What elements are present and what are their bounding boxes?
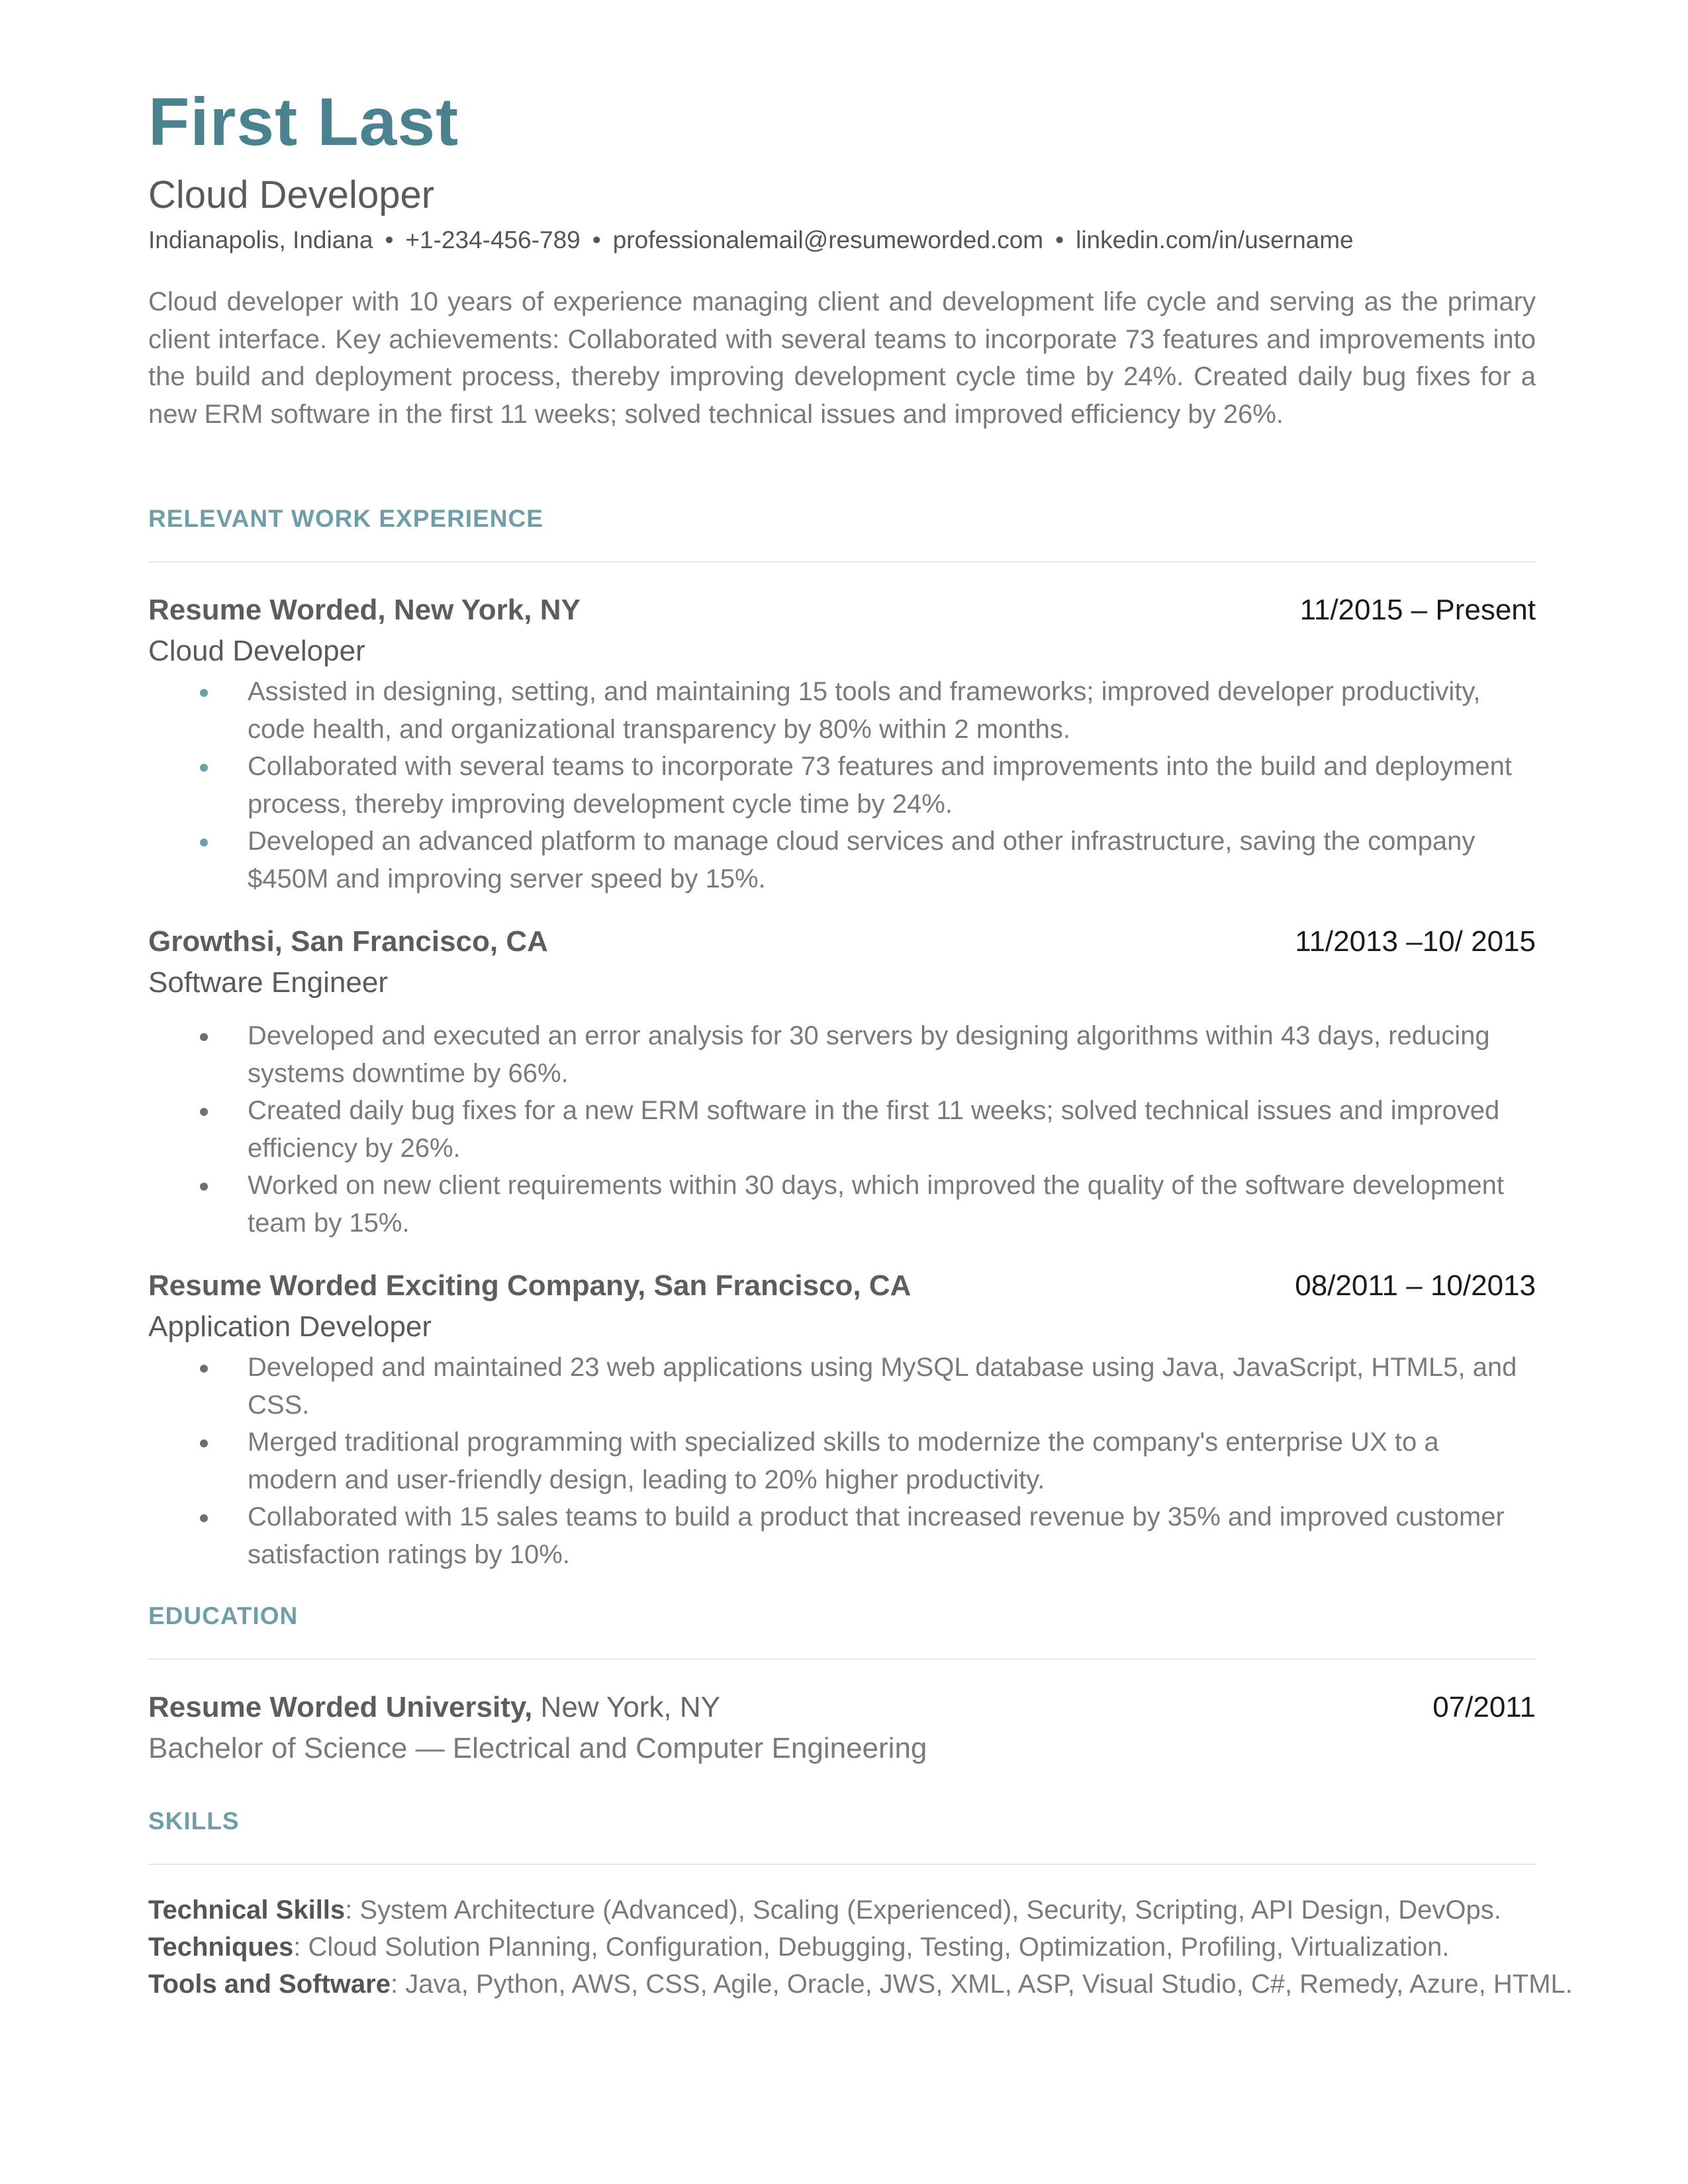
job-header	[148, 593, 1536, 628]
school-name: Resume Worded University,	[148, 1691, 533, 1723]
job-header	[148, 1269, 1536, 1304]
job-dates: 08/2011 – 10/2013	[1295, 1269, 1536, 1302]
candidate-role: Cloud Developer	[148, 173, 435, 216]
bullet-icon	[200, 1514, 208, 1522]
skills-value: : Java, Python, AWS, CSS, Agile, Oracle, JWS, XML, ASP, Visual Studio, C#, Remedy, Azure, HTML.	[390, 1970, 1573, 1999]
contact-location: Indianapolis, Indiana	[148, 226, 373, 253]
section-heading-skills: SKILLS	[148, 1807, 240, 1835]
contact-phone[interactable]: +1-234-456-789	[405, 226, 581, 253]
contact-line	[148, 225, 1354, 255]
education-school	[148, 1691, 720, 1723]
job-company: Resume Worded Exciting Company, San Francisco, CA	[148, 1269, 912, 1302]
job-title: Cloud Developer	[148, 635, 365, 667]
job-bullet-text: Assisted in designing, setting, and maintaining 15 tools and frameworks; improved developer productivity, code health, and organizational transparency by 80% within 2 months.	[248, 677, 1481, 744]
bullet-icon	[200, 764, 208, 772]
job-bullet	[148, 1424, 1536, 1498]
job-bullet	[148, 748, 1536, 823]
job-bullet	[148, 1498, 1536, 1573]
job-bullet-text: Collaborated with several teams to incorporate 73 features and improvements into the build and deployment process, thereby improving development cycle time by 24%.	[248, 752, 1512, 819]
job-bullet	[148, 1017, 1536, 1092]
job-company: Resume Worded, New York, NY	[148, 594, 581, 626]
education-header	[148, 1690, 1536, 1725]
education-degree: Bachelor of Science — Electrical and Computer Engineering	[148, 1732, 927, 1764]
contact-separator: •	[1055, 226, 1064, 253]
section-heading-experience: RELEVANT WORK EXPERIENCE	[148, 505, 543, 532]
summary-paragraph: Cloud developer with 10 years of experience managing client and development life cycle and serving as the primary client interface. Key achievements: Collaborated with several teams to incorporate 73 features and improvements into the build and deployment process, thereby improving development cycle time by 24%. Created daily bug fixes for a new ERM software in the first 11 weeks; solved technical issues and improved efficiency by 26%.	[148, 287, 1536, 429]
job-bullet-text: Developed an advanced platform to manage cloud services and other infrastructure, saving the company $450M and improving server speed by 15%.	[248, 827, 1476, 893]
contact-separator: •	[385, 226, 394, 253]
bullet-icon	[200, 1108, 208, 1116]
bullet-icon	[200, 839, 208, 846]
section-divider	[148, 1659, 1536, 1660]
bullet-icon	[200, 1439, 208, 1447]
job-bullet	[148, 673, 1536, 748]
bullet-icon	[200, 689, 208, 697]
job-bullet	[148, 1167, 1536, 1242]
bullet-icon	[200, 1365, 208, 1373]
job-dates: 11/2015 – Present	[1299, 594, 1536, 626]
job-bullet-list	[148, 1017, 1536, 1242]
skills-label: Techniques	[148, 1933, 294, 1962]
skills-row	[148, 1966, 1573, 2003]
job-bullet-text: Created daily bug fixes for a new ERM software in the first 11 weeks; solved technical issues and improved efficiency by 26%.	[248, 1096, 1500, 1163]
skills-label: Tools and Software	[148, 1970, 391, 1999]
bullet-icon	[200, 1033, 208, 1041]
job-bullet-text: Collaborated with 15 sales teams to build a product that increased revenue by 35% and improved customer satisfaction ratings by 10%.	[248, 1502, 1505, 1569]
job-header	[148, 925, 1536, 960]
job-title: Application Developer	[148, 1310, 432, 1343]
contact-linkedin[interactable]: linkedin.com/in/username	[1076, 226, 1354, 253]
skills-list	[148, 1891, 1573, 2003]
job-bullet-list	[148, 1349, 1536, 1573]
skills-value: : System Architecture (Advanced), Scaling (Experienced), Security, Scripting, API Design, DevOps.	[345, 1895, 1501, 1925]
job-bullet	[148, 1092, 1536, 1167]
job-title: Software Engineer	[148, 966, 388, 999]
candidate-name: First Last	[148, 84, 459, 159]
section-divider	[148, 561, 1536, 563]
job-company: Growthsi, San Francisco, CA	[148, 925, 548, 958]
bullet-icon	[200, 1183, 208, 1191]
job-dates: 11/2013 –10/ 2015	[1295, 925, 1536, 958]
job-bullet-text: Merged traditional programming with specialized skills to modernize the company's enterprise UX to a modern and user-friendly design, leading to 20% higher productivity.	[248, 1428, 1439, 1494]
skills-label: Technical Skills	[148, 1895, 346, 1925]
job-bullet	[148, 1349, 1536, 1424]
contact-email[interactable]: professionalemail@resumeworded.com	[612, 226, 1044, 253]
skills-row	[148, 1891, 1536, 1929]
skills-row	[148, 1929, 1536, 1966]
contact-separator: •	[592, 226, 601, 253]
job-bullet	[148, 823, 1536, 897]
job-bullet-list	[148, 673, 1536, 897]
section-divider	[148, 1864, 1536, 1865]
skills-value: : Cloud Solution Planning, Configuration, Debugging, Testing, Optimization, Profiling, Virtualization.	[293, 1933, 1450, 1962]
school-location: New York, NY	[532, 1691, 721, 1723]
job-bullet-text: Developed and executed an error analysis for 30 servers by designing algorithms within 43 days, reducing systems downtime by 66%.	[248, 1021, 1490, 1088]
job-bullet-text: Worked on new client requirements within 30 days, which improved the quality of the software development team by 15%.	[248, 1171, 1505, 1238]
education-date: 07/2011	[1432, 1691, 1536, 1723]
section-heading-education: EDUCATION	[148, 1602, 299, 1629]
job-bullet-text: Developed and maintained 23 web applications using MySQL database using Java, JavaScript, HTML5, and CSS.	[248, 1353, 1517, 1420]
